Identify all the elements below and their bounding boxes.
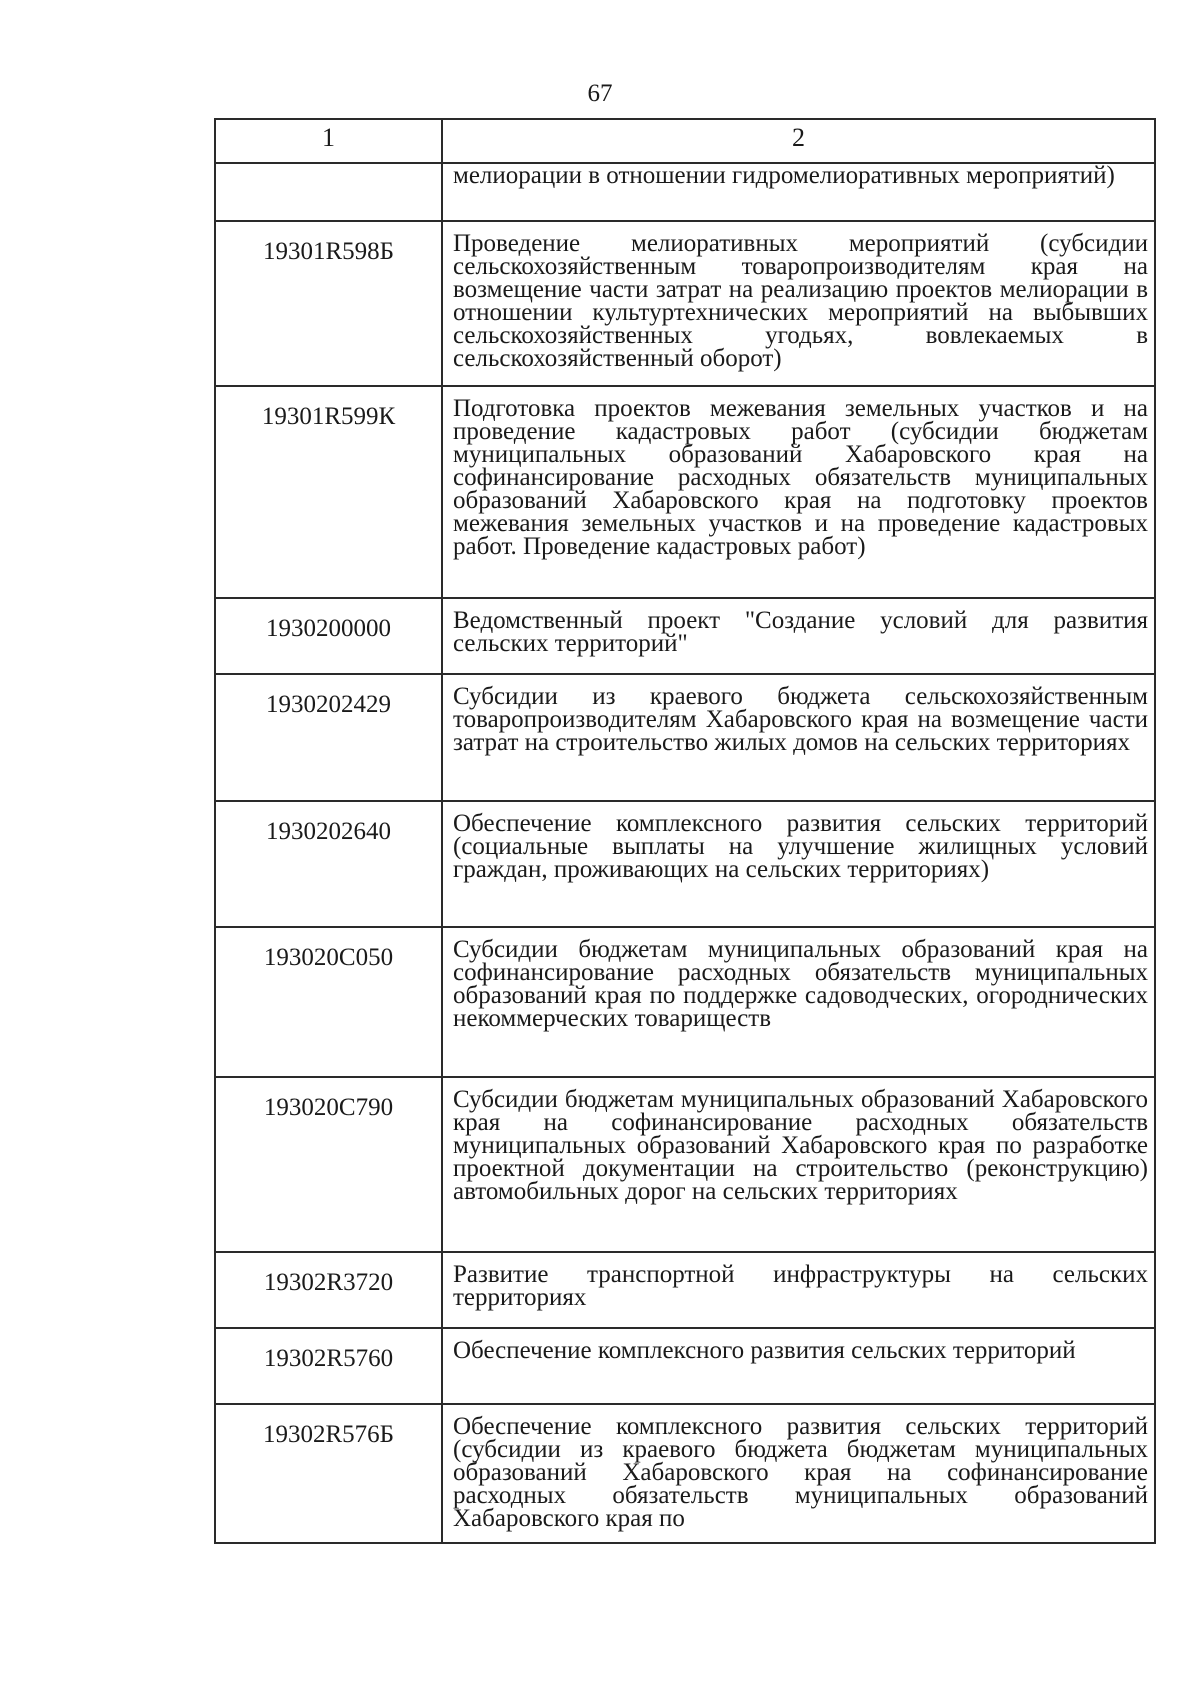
row-code: 19302R576Б bbox=[215, 1404, 442, 1543]
table-row bbox=[215, 1328, 1155, 1404]
table-row bbox=[215, 801, 1155, 927]
row-code: 19302R5760 bbox=[215, 1328, 442, 1404]
row-code: 193020С790 bbox=[215, 1077, 442, 1252]
row-code: 19301R599К bbox=[215, 386, 442, 598]
table-row bbox=[215, 927, 1155, 1077]
row-description: Ведомственный проект "Создание условий для развития сельских территорий" bbox=[442, 598, 1155, 674]
row-description: Проведение мелиоративных мероприятий (субсидии сельскохозяйственным товаропроизводителям края на возмещение части затрат на реализацию проектов мелиорации в отношении культуртехнических мероприятий на выбывших сельскохозяйственных угодьях, вовлекаемых в сельскохозяйственный оборот) bbox=[442, 221, 1155, 386]
row-code: 19302R3720 bbox=[215, 1252, 442, 1328]
budget-code-table bbox=[214, 118, 1156, 1544]
row-description: Обеспечение комплексного развития сельских территорий bbox=[442, 1328, 1155, 1404]
table-row bbox=[215, 598, 1155, 674]
row-description: Обеспечение комплексного развития сельских территорий (субсидии из краевого бюджета бюджетам муниципальных образований Хабаровского края на софинансирование расходных обязательств муниципальных образований Хабаровского края по bbox=[442, 1404, 1155, 1543]
column-header-1: 1 bbox=[215, 119, 442, 163]
row-code bbox=[215, 163, 442, 221]
row-description: Обеспечение комплексного развития сельских территорий (социальные выплаты на улучшение жилищных условий граждан, проживающих на сельских территориях) bbox=[442, 801, 1155, 927]
row-description: Субсидии бюджетам муниципальных образований края на софинансирование расходных обязательств муниципальных образований края по поддержке садоводческих, огороднических некоммерческих товариществ bbox=[442, 927, 1155, 1077]
table-row bbox=[215, 163, 1155, 221]
row-code: 193020С050 bbox=[215, 927, 442, 1077]
table-row bbox=[215, 674, 1155, 801]
table-row bbox=[215, 386, 1155, 598]
row-description: Субсидии бюджетам муниципальных образований Хабаровского края на софинансирование расходных обязательств муниципальных образований Хабаровского края по разработке проектной документации на строительство (реконструкцию) автомобильных дорог на сельских территориях bbox=[442, 1077, 1155, 1252]
column-header-2: 2 bbox=[442, 119, 1155, 163]
table-row bbox=[215, 221, 1155, 386]
table-row bbox=[215, 1404, 1155, 1543]
page-number: 67 bbox=[587, 80, 613, 107]
row-description: мелиорации в отношении гидромелиоративных мероприятий) bbox=[442, 163, 1155, 221]
row-code: 19301R598Б bbox=[215, 221, 442, 386]
table-row bbox=[215, 1077, 1155, 1252]
row-description: Развитие транспортной инфраструктуры на сельских территориях bbox=[442, 1252, 1155, 1328]
row-description: Подготовка проектов межевания земельных участков и на проведение кадастровых работ (субсидии бюджетам муниципальных образований Хабаровского края на софинансирование расходных обязательств муниципальных образований Хабаровского края на подготовку проектов межевания земельных участков и на проведение кадастровых работ. Проведение кадастровых работ) bbox=[442, 386, 1155, 598]
row-code: 1930202429 bbox=[215, 674, 442, 801]
table-row bbox=[215, 1252, 1155, 1328]
row-code: 1930200000 bbox=[215, 598, 442, 674]
row-code: 1930202640 bbox=[215, 801, 442, 927]
table-header-row bbox=[215, 119, 1155, 163]
row-description: Субсидии из краевого бюджета сельскохозяйственным товаропроизводителям Хабаровского края на возмещение части затрат на строительство жилых домов на сельских территориях bbox=[442, 674, 1155, 801]
